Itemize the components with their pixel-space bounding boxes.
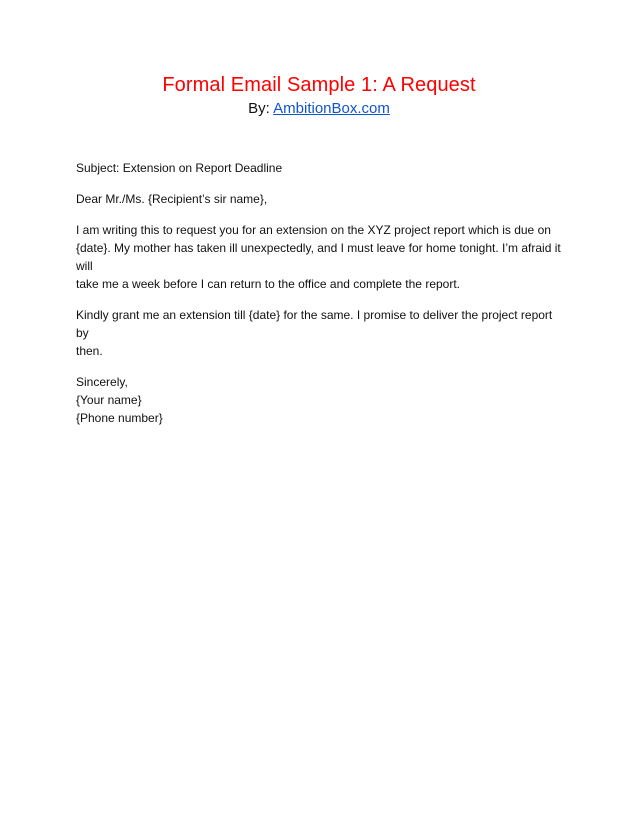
email-signoff [76, 373, 566, 427]
paragraph-line: take me a week before I can return to the office and complete the report. [76, 277, 460, 291]
document-title: Formal Email Sample 1: A Request [162, 74, 476, 96]
byline-prefix: By: [248, 100, 274, 117]
email-paragraph-1 [76, 221, 566, 293]
signature-phone: {Phone number} [76, 411, 163, 425]
paragraph-line: Kindly grant me an extension till {date} for the same. I promise to deliver the project report by [76, 308, 553, 340]
email-paragraph-2 [76, 306, 566, 360]
signature-name: {Your name} [76, 393, 142, 407]
paragraph-line: {date}. My mother has taken ill unexpectedly, and I must leave for home tonight. I’m afraid it will [76, 241, 561, 273]
byline [0, 100, 638, 117]
email-body [76, 159, 566, 427]
closing-text: Sincerely, [76, 375, 128, 389]
ambitionbox-link[interactable]: AmbitionBox.com [273, 100, 390, 117]
email-greeting: Dear Mr./Ms. {Recipient’s sir name}, [76, 192, 268, 206]
paragraph-line: I am writing this to request you for an extension on the XYZ project report which is due on [76, 223, 551, 237]
paragraph-line: then. [76, 344, 103, 358]
email-subject: Subject: Extension on Report Deadline [76, 161, 283, 175]
